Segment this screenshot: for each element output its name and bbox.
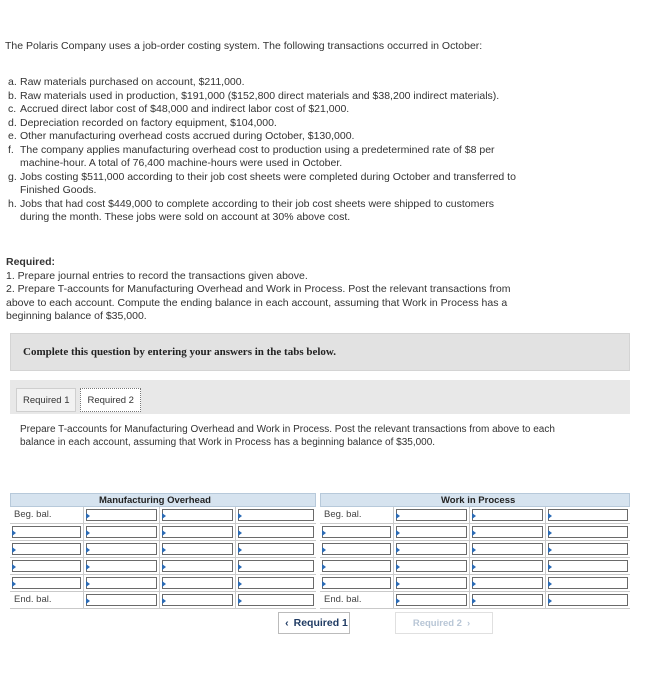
transaction-item xyxy=(8,117,608,131)
transaction-item xyxy=(8,171,608,185)
amount-input[interactable] xyxy=(548,594,628,606)
label-cell xyxy=(10,524,84,540)
t-account-header xyxy=(320,493,630,507)
label-input[interactable] xyxy=(12,577,81,589)
transaction-letter: a. xyxy=(8,76,17,88)
amount-cell xyxy=(84,524,160,540)
label-input[interactable] xyxy=(472,594,543,606)
label-input[interactable] xyxy=(472,509,543,521)
amount-input[interactable] xyxy=(86,577,157,589)
t-account-header xyxy=(10,493,316,507)
t-account-row xyxy=(10,558,316,575)
t-account-row xyxy=(320,524,630,541)
label-cell xyxy=(10,541,84,557)
transaction-item xyxy=(8,130,608,144)
label-input[interactable] xyxy=(472,560,543,572)
beg-bal-label: Beg. bal. xyxy=(10,507,84,523)
amount-cell xyxy=(84,592,160,608)
amount-cell xyxy=(236,524,316,540)
amount-input[interactable] xyxy=(238,543,314,555)
amount-input[interactable] xyxy=(238,560,314,572)
transaction-continuation: during the month. These jobs were sold on account at 30% above cost. xyxy=(20,211,351,223)
required-section xyxy=(6,256,596,324)
label-cell xyxy=(320,558,394,574)
transaction-text: Depreciation recorded on factory equipment, $104,000. xyxy=(20,116,277,129)
amount-cell xyxy=(84,575,160,591)
prev-tab-label: Required 1 xyxy=(293,617,348,629)
label-input[interactable] xyxy=(12,560,81,572)
next-tab-button[interactable] xyxy=(395,612,493,634)
transaction-text: The company applies manufacturing overhead cost to production using a predetermined rate of $8 per xyxy=(20,143,495,156)
t-account-grid xyxy=(10,507,316,609)
required-line: beginning balance of $35,000. xyxy=(6,310,147,322)
amount-cell xyxy=(236,575,316,591)
amount-input[interactable] xyxy=(396,560,467,572)
required-line: above to each account. Compute the ending balance in each account, assuming that Work in Process has a xyxy=(6,296,508,309)
amount-cell xyxy=(394,592,470,608)
label-cell xyxy=(470,558,546,574)
t-account-row xyxy=(10,592,316,609)
transaction-item xyxy=(8,76,608,90)
amount-cell xyxy=(546,541,630,557)
instruction-banner xyxy=(10,333,630,371)
transaction-letter: e. xyxy=(8,130,17,142)
label-input[interactable] xyxy=(472,577,543,589)
transaction-text: Jobs that had cost $449,000 to complete according to their job cost sheets were shipped to customers xyxy=(20,197,494,210)
amount-input[interactable] xyxy=(238,594,314,606)
label-cell xyxy=(470,507,546,523)
next-tab-label: Required 2 xyxy=(412,617,462,629)
label-cell xyxy=(10,558,84,574)
label-cell xyxy=(470,524,546,540)
amount-input[interactable] xyxy=(86,509,157,521)
amount-input[interactable] xyxy=(548,543,628,555)
label-input[interactable] xyxy=(162,577,233,589)
amount-input[interactable] xyxy=(396,577,467,589)
transaction-item xyxy=(8,103,608,117)
transaction-item xyxy=(8,90,608,104)
amount-input[interactable] xyxy=(548,526,628,538)
amount-input[interactable] xyxy=(86,594,157,606)
transaction-text: Accrued direct labor cost of $48,000 and indirect labor cost of $21,000. xyxy=(20,103,350,115)
amount-input[interactable] xyxy=(238,509,314,521)
label-cell xyxy=(160,558,236,574)
amount-cell xyxy=(394,507,470,523)
amount-cell xyxy=(546,507,630,523)
answer-panel xyxy=(10,380,630,605)
transaction-letter: b. xyxy=(8,89,17,102)
t-account-row xyxy=(10,541,316,558)
label-cell xyxy=(10,575,84,591)
end-bal-label: End. bal. xyxy=(10,592,84,608)
label-input[interactable] xyxy=(472,526,543,538)
tab-content xyxy=(10,414,630,605)
transaction-list xyxy=(8,76,608,225)
label-input[interactable] xyxy=(162,560,233,572)
amount-cell xyxy=(236,507,316,523)
label-input[interactable] xyxy=(162,543,233,555)
t-account-row xyxy=(320,541,630,558)
amount-input[interactable] xyxy=(396,594,467,606)
amount-input[interactable] xyxy=(396,543,467,555)
amount-input[interactable] xyxy=(238,577,314,589)
label-cell xyxy=(470,541,546,557)
label-cell xyxy=(320,575,394,591)
amount-input[interactable] xyxy=(548,560,628,572)
amount-cell xyxy=(546,575,630,591)
t-account-row xyxy=(320,507,630,524)
t-account-row xyxy=(320,592,630,609)
required-line: 1. Prepare journal entries to record the transactions given above. xyxy=(6,269,308,282)
transaction-letter: h. xyxy=(8,197,17,210)
required-title: Required: xyxy=(6,256,56,268)
prompt-line: balance in each account, assuming that Work in Process has a beginning balance of $35,000. xyxy=(20,436,436,448)
transaction-text: Raw materials purchased on account, $211,000. xyxy=(20,76,245,88)
amount-input[interactable] xyxy=(86,560,157,572)
amount-input[interactable] xyxy=(86,543,157,555)
label-cell xyxy=(470,575,546,591)
transaction-letter: f. xyxy=(8,143,14,156)
amount-input[interactable] xyxy=(396,526,467,538)
label-input[interactable] xyxy=(12,543,81,555)
transaction-letter: c. xyxy=(8,103,17,115)
required-line: 2. Prepare T-accounts for Manufacturing Overhead and Work in Process. Post the relevant transactions from xyxy=(6,283,511,295)
t-account-row xyxy=(320,575,630,592)
transaction-letter: d. xyxy=(8,116,17,129)
amount-input[interactable] xyxy=(86,526,157,538)
label-input[interactable] xyxy=(322,543,391,555)
t-account-row xyxy=(10,507,316,524)
tab-required-2[interactable]: Required 2 xyxy=(80,388,140,412)
label-cell xyxy=(160,575,236,591)
prompt-line: Prepare T-accounts for Manufacturing Overhead and Work in Process. Post the relevant transactions from above to each xyxy=(20,424,555,435)
amount-cell xyxy=(394,575,470,591)
amount-cell xyxy=(236,558,316,574)
t-account-row xyxy=(320,558,630,575)
amount-cell xyxy=(546,592,630,608)
chevron-left-icon: ‹ xyxy=(285,617,289,629)
amount-input[interactable] xyxy=(396,509,467,521)
label-cell xyxy=(320,541,394,557)
amount-cell xyxy=(394,541,470,557)
amount-cell xyxy=(236,541,316,557)
label-input[interactable] xyxy=(12,526,81,538)
transaction-letter: g. xyxy=(8,170,17,183)
transaction-text: Jobs costing $511,000 according to their job cost sheets were completed during October and transferred to xyxy=(20,170,516,183)
amount-cell xyxy=(546,524,630,540)
label-cell xyxy=(470,592,546,608)
label-input[interactable] xyxy=(322,560,391,572)
prev-tab-button[interactable] xyxy=(278,612,350,634)
amount-input[interactable] xyxy=(548,577,628,589)
amount-cell xyxy=(546,558,630,574)
label-input[interactable] xyxy=(472,543,543,555)
transaction-continuation: Finished Goods. xyxy=(20,184,97,196)
amount-cell xyxy=(84,507,160,523)
t-account-manufacturing-overhead xyxy=(10,493,316,605)
transaction-item xyxy=(8,144,608,158)
transaction-continuation: machine-hour. A total of 76,400 machine-hours were used in October. xyxy=(20,157,343,169)
tab-prompt xyxy=(20,424,620,449)
label-input[interactable] xyxy=(322,526,391,538)
label-cell xyxy=(160,524,236,540)
amount-cell xyxy=(84,558,160,574)
t-account-row xyxy=(10,575,316,592)
t-account-work-in-process xyxy=(320,493,630,605)
t-account-title: Manufacturing Overhead xyxy=(99,495,211,506)
amount-input[interactable] xyxy=(548,509,628,521)
transaction-item xyxy=(8,198,608,212)
label-cell xyxy=(160,507,236,523)
transaction-text: Raw materials used in production, $191,000 ($152,800 direct materials and $38,200 indirect materials). xyxy=(20,89,500,102)
amount-cell xyxy=(236,592,316,608)
end-bal-label: End. bal. xyxy=(320,592,394,608)
instruction-text: Complete this question by entering your answers in the tabs below. xyxy=(23,346,337,358)
amount-input[interactable] xyxy=(238,526,314,538)
beg-bal-label: Beg. bal. xyxy=(320,507,394,523)
amount-cell xyxy=(394,524,470,540)
transaction-text: Other manufacturing overhead costs accrued during October, $130,000. xyxy=(20,130,355,142)
label-cell xyxy=(160,592,236,608)
chevron-right-icon: › xyxy=(466,617,471,629)
label-input[interactable] xyxy=(162,594,233,606)
t-account-row xyxy=(10,524,316,541)
tab-required-1[interactable]: Required 1 xyxy=(16,388,76,412)
amount-cell xyxy=(394,558,470,574)
label-cell xyxy=(320,524,394,540)
label-input[interactable] xyxy=(162,526,233,538)
problem-intro: The Polaris Company uses a job-order costing system. The following transactions occurred in October: xyxy=(5,40,483,52)
t-account-grid xyxy=(320,507,630,609)
amount-cell xyxy=(84,541,160,557)
tab-bar xyxy=(16,388,141,412)
label-input[interactable] xyxy=(162,509,233,521)
label-input[interactable] xyxy=(322,577,391,589)
label-cell xyxy=(160,541,236,557)
t-account-title: Work in Process xyxy=(441,495,516,506)
